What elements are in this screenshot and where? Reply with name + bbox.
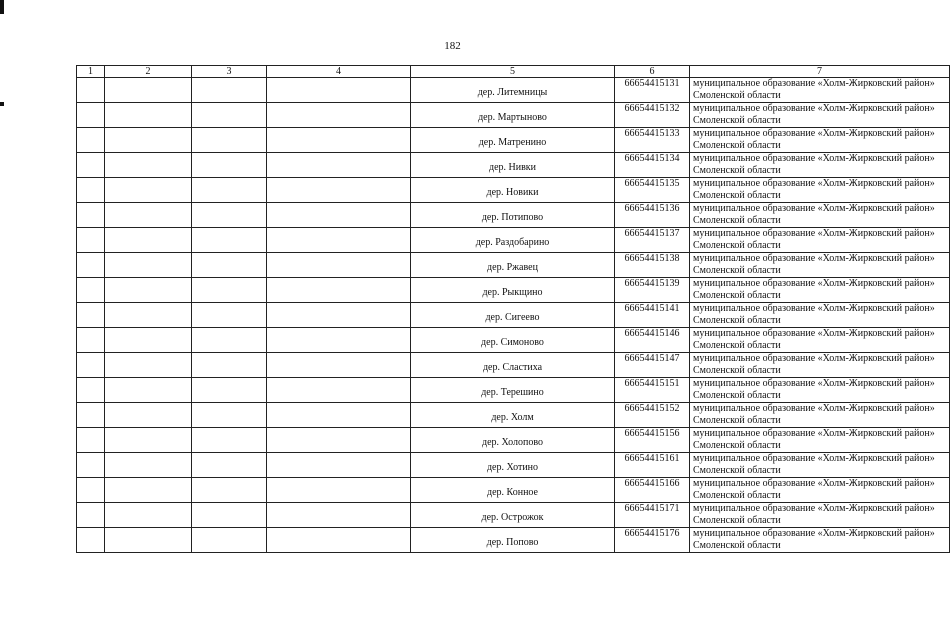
municipality-cell: муниципальное образование «Холм-Жирковский район» Смоленской области [690, 228, 950, 253]
empty-cell [105, 453, 192, 478]
empty-cell [105, 478, 192, 503]
empty-cell [105, 178, 192, 203]
table-row [77, 528, 950, 553]
municipality-cell: муниципальное образование «Холм-Жирковский район» Смоленской области [690, 428, 950, 453]
settlement-name-cell: дер. Новики [411, 178, 615, 203]
settlement-name-cell: дер. Потипово [411, 203, 615, 228]
municipality-cell: муниципальное образование «Холм-Жирковский район» Смоленской области [690, 478, 950, 503]
empty-cell [105, 528, 192, 553]
table-row [77, 403, 950, 428]
settlement-name-cell: дер. Терешино [411, 378, 615, 403]
municipality-cell: муниципальное образование «Холм-Жирковский район» Смоленской области [690, 303, 950, 328]
table-row [77, 478, 950, 503]
empty-cell [267, 378, 411, 403]
oktmo-code-cell: 66654415139 [615, 278, 690, 303]
empty-cell [192, 428, 267, 453]
empty-cell [192, 278, 267, 303]
oktmo-code-cell: 66654415132 [615, 103, 690, 128]
oktmo-code-cell: 66654415137 [615, 228, 690, 253]
empty-cell [77, 178, 105, 203]
empty-cell [77, 78, 105, 103]
empty-cell [192, 253, 267, 278]
empty-cell [267, 153, 411, 178]
oktmo-code-cell: 66654415138 [615, 253, 690, 278]
empty-cell [77, 203, 105, 228]
municipality-cell: муниципальное образование «Холм-Жирковский район» Смоленской области [690, 128, 950, 153]
municipality-cell: муниципальное образование «Холм-Жирковский район» Смоленской области [690, 328, 950, 353]
empty-cell [105, 503, 192, 528]
oktmo-code-cell: 66654415171 [615, 503, 690, 528]
column-header-4: 4 [267, 66, 411, 78]
empty-cell [105, 128, 192, 153]
empty-cell [267, 403, 411, 428]
oktmo-code-cell: 66654415131 [615, 78, 690, 103]
empty-cell [192, 203, 267, 228]
table-row [77, 78, 950, 103]
empty-cell [77, 428, 105, 453]
table-row [77, 428, 950, 453]
empty-cell [192, 403, 267, 428]
oktmo-code-cell: 66654415133 [615, 128, 690, 153]
empty-cell [192, 328, 267, 353]
empty-cell [77, 228, 105, 253]
municipality-cell: муниципальное образование «Холм-Жирковский район» Смоленской области [690, 78, 950, 103]
municipality-cell: муниципальное образование «Холм-Жирковский район» Смоленской области [690, 528, 950, 553]
empty-cell [192, 103, 267, 128]
table-row [77, 228, 950, 253]
oktmo-code-cell: 66654415135 [615, 178, 690, 203]
empty-cell [105, 103, 192, 128]
empty-cell [77, 478, 105, 503]
empty-cell [105, 278, 192, 303]
oktmo-code-cell: 66654415176 [615, 528, 690, 553]
empty-cell [105, 328, 192, 353]
empty-cell [192, 378, 267, 403]
empty-cell [267, 353, 411, 378]
empty-cell [192, 528, 267, 553]
oktmo-code-cell: 66654415147 [615, 353, 690, 378]
settlement-name-cell: дер. Нивки [411, 153, 615, 178]
table-row [77, 303, 950, 328]
scan-edge-mark-middle [0, 102, 4, 106]
empty-cell [105, 153, 192, 178]
oktmo-code-cell: 66654415136 [615, 203, 690, 228]
settlement-name-cell: дер. Сластиха [411, 353, 615, 378]
municipality-cell: муниципальное образование «Холм-Жирковский район» Смоленской области [690, 378, 950, 403]
settlement-name-cell: дер. Рыкщино [411, 278, 615, 303]
empty-cell [105, 203, 192, 228]
empty-cell [267, 253, 411, 278]
empty-cell [192, 478, 267, 503]
table-row [77, 453, 950, 478]
settlement-name-cell: дер. Ржавец [411, 253, 615, 278]
municipality-cell: муниципальное образование «Холм-Жирковский район» Смоленской области [690, 103, 950, 128]
municipality-cell: муниципальное образование «Холм-Жирковский район» Смоленской области [690, 453, 950, 478]
empty-cell [192, 128, 267, 153]
empty-cell [105, 428, 192, 453]
empty-cell [77, 278, 105, 303]
empty-cell [105, 303, 192, 328]
empty-cell [77, 453, 105, 478]
table-row [77, 253, 950, 278]
empty-cell [267, 203, 411, 228]
municipality-cell: муниципальное образование «Холм-Жирковский район» Смоленской области [690, 353, 950, 378]
empty-cell [267, 78, 411, 103]
column-header-1: 1 [77, 66, 105, 78]
column-header-7: 7 [690, 66, 950, 78]
oktmo-code-cell: 66654415166 [615, 478, 690, 503]
table-row [77, 378, 950, 403]
settlements-table [76, 65, 950, 553]
settlement-name-cell: дер. Острожок [411, 503, 615, 528]
oktmo-code-cell: 66654415156 [615, 428, 690, 453]
table-row [77, 353, 950, 378]
empty-cell [77, 303, 105, 328]
oktmo-code-cell: 66654415134 [615, 153, 690, 178]
empty-cell [77, 328, 105, 353]
oktmo-code-cell: 66654415146 [615, 328, 690, 353]
municipality-cell: муниципальное образование «Холм-Жирковский район» Смоленской области [690, 253, 950, 278]
municipality-cell: муниципальное образование «Холм-Жирковский район» Смоленской области [690, 153, 950, 178]
table-row [77, 103, 950, 128]
empty-cell [77, 253, 105, 278]
table-row [77, 203, 950, 228]
municipality-cell: муниципальное образование «Холм-Жирковский район» Смоленской области [690, 403, 950, 428]
settlement-name-cell: дер. Сигеево [411, 303, 615, 328]
empty-cell [192, 453, 267, 478]
oktmo-code-cell: 66654415152 [615, 403, 690, 428]
empty-cell [105, 253, 192, 278]
empty-cell [77, 153, 105, 178]
empty-cell [267, 478, 411, 503]
settlement-name-cell: дер. Холм [411, 403, 615, 428]
municipality-cell: муниципальное образование «Холм-Жирковский район» Смоленской области [690, 203, 950, 228]
empty-cell [105, 378, 192, 403]
municipality-cell: муниципальное образование «Холм-Жирковский район» Смоленской области [690, 278, 950, 303]
settlement-name-cell: дер. Симоново [411, 328, 615, 353]
empty-cell [267, 103, 411, 128]
empty-cell [192, 228, 267, 253]
column-header-5: 5 [411, 66, 615, 78]
empty-cell [267, 228, 411, 253]
empty-cell [77, 378, 105, 403]
empty-cell [267, 278, 411, 303]
empty-cell [192, 178, 267, 203]
table-row [77, 278, 950, 303]
settlement-name-cell: дер. Матренино [411, 128, 615, 153]
empty-cell [192, 303, 267, 328]
empty-cell [192, 503, 267, 528]
settlement-name-cell: дер. Мартыново [411, 103, 615, 128]
oktmo-code-cell: 66654415151 [615, 378, 690, 403]
table-row [77, 328, 950, 353]
settlement-name-cell: дер. Конное [411, 478, 615, 503]
settlement-name-cell: дер. Холопово [411, 428, 615, 453]
empty-cell [77, 503, 105, 528]
empty-cell [267, 428, 411, 453]
column-header-6: 6 [615, 66, 690, 78]
empty-cell [267, 503, 411, 528]
table-row [77, 503, 950, 528]
settlement-name-cell: дер. Хотино [411, 453, 615, 478]
empty-cell [77, 103, 105, 128]
empty-cell [77, 128, 105, 153]
oktmo-code-cell: 66654415141 [615, 303, 690, 328]
settlement-name-cell: дер. Литемницы [411, 78, 615, 103]
page-number: 182 [444, 40, 461, 52]
empty-cell [267, 328, 411, 353]
empty-cell [77, 353, 105, 378]
table-header-row [77, 66, 950, 78]
empty-cell [192, 153, 267, 178]
empty-cell [267, 303, 411, 328]
table-body [77, 78, 950, 553]
municipality-cell: муниципальное образование «Холм-Жирковский район» Смоленской области [690, 178, 950, 203]
column-header-2: 2 [105, 66, 192, 78]
empty-cell [105, 228, 192, 253]
table-row [77, 178, 950, 203]
empty-cell [192, 78, 267, 103]
empty-cell [192, 353, 267, 378]
empty-cell [267, 528, 411, 553]
empty-cell [105, 353, 192, 378]
empty-cell [77, 528, 105, 553]
empty-cell [105, 78, 192, 103]
table-row [77, 128, 950, 153]
column-header-3: 3 [192, 66, 267, 78]
settlement-name-cell: дер. Раздобарино [411, 228, 615, 253]
empty-cell [267, 128, 411, 153]
empty-cell [267, 178, 411, 203]
municipality-cell: муниципальное образование «Холм-Жирковский район» Смоленской области [690, 503, 950, 528]
oktmo-code-cell: 66654415161 [615, 453, 690, 478]
empty-cell [267, 453, 411, 478]
empty-cell [77, 403, 105, 428]
settlement-name-cell: дер. Попово [411, 528, 615, 553]
empty-cell [105, 403, 192, 428]
table-row [77, 153, 950, 178]
scan-edge-mark-top [0, 0, 4, 14]
